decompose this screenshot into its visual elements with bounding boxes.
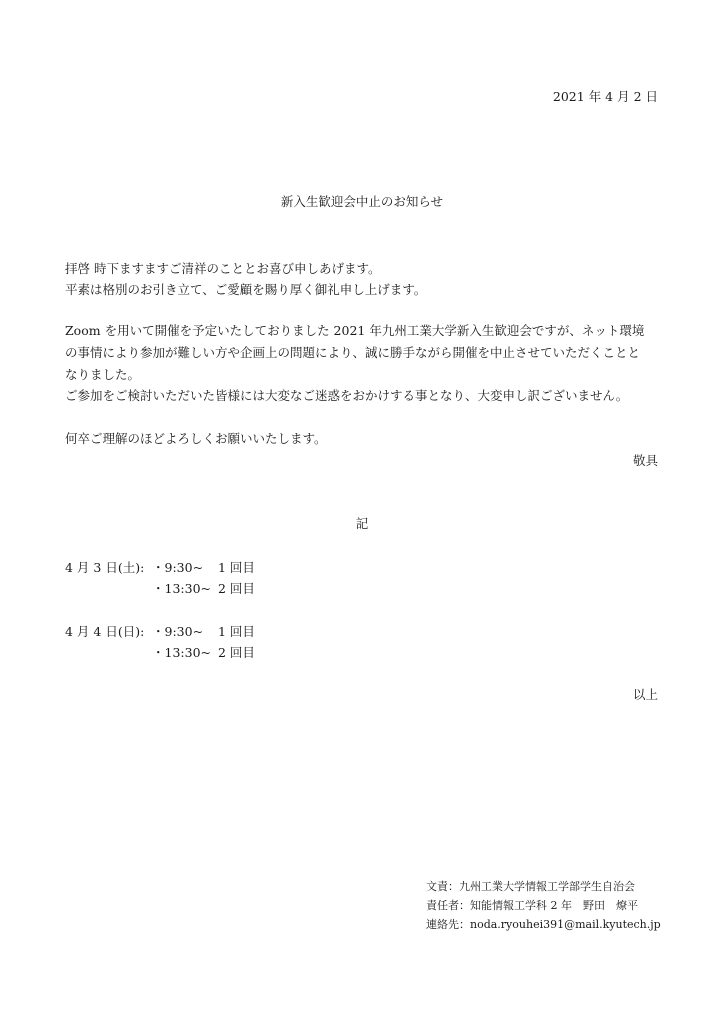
- schedule-round: 1 回目: [218, 560, 255, 575]
- schedule-round: 2 回目: [218, 645, 255, 660]
- schedule-date: 4 月 3 日(土):: [65, 560, 145, 575]
- body-line-1: Zoom を用いて開催を予定いたしておりました 2021 年九州工業大学新入生歓迎会ですが、ネット環境: [65, 323, 645, 338]
- footer-responsibility: 文責：九州工業大学情報工学部学生自治会: [426, 880, 635, 893]
- schedule-time: ・13:30~: [152, 581, 211, 596]
- ijou: 以上: [632, 687, 658, 702]
- closing-line: 何卒ご理解のほどよろしくお願いいたします。: [65, 431, 327, 446]
- keigu: 敬具: [632, 453, 658, 468]
- document-date: 2021 年 4 月 2 日: [552, 89, 658, 104]
- body-line-4: ご参加をご検討いただいた皆様には大変なご迷惑をおかけする事となり、大変申し訳ございません。: [65, 388, 629, 403]
- document-title: 新入生歓迎会中止のお知らせ: [280, 194, 444, 209]
- ki-heading: 記: [355, 516, 369, 531]
- footer-contact: 連絡先：noda.ryouhei391@mail.kyutech.jp: [426, 918, 661, 931]
- schedule-round: 1 回目: [218, 624, 255, 639]
- greeting-line-2: 平素は格別のお引き立て、ご愛顧を賜り厚く御礼申し上げます。: [65, 282, 427, 297]
- schedule-time: ・9:30~: [152, 560, 204, 575]
- body-line-3: なりました。: [65, 367, 141, 382]
- schedule-date: 4 月 4 日(日):: [65, 624, 145, 639]
- schedule-round: 2 回目: [218, 581, 255, 596]
- schedule-time: ・13:30~: [152, 645, 211, 660]
- greeting-line-1: 拝啓 時下ますますご清祥のこととお喜び申しあげます。: [65, 261, 381, 276]
- footer-person-in-charge: 責任者：知能情報工学科 2 年 野田 燎平: [426, 899, 638, 912]
- body-line-2: の事情により参加が難しい方や企画上の問題により、誠に勝手ながら開催を中止させていただくことと: [65, 345, 641, 360]
- schedule-time: ・9:30~: [152, 624, 204, 639]
